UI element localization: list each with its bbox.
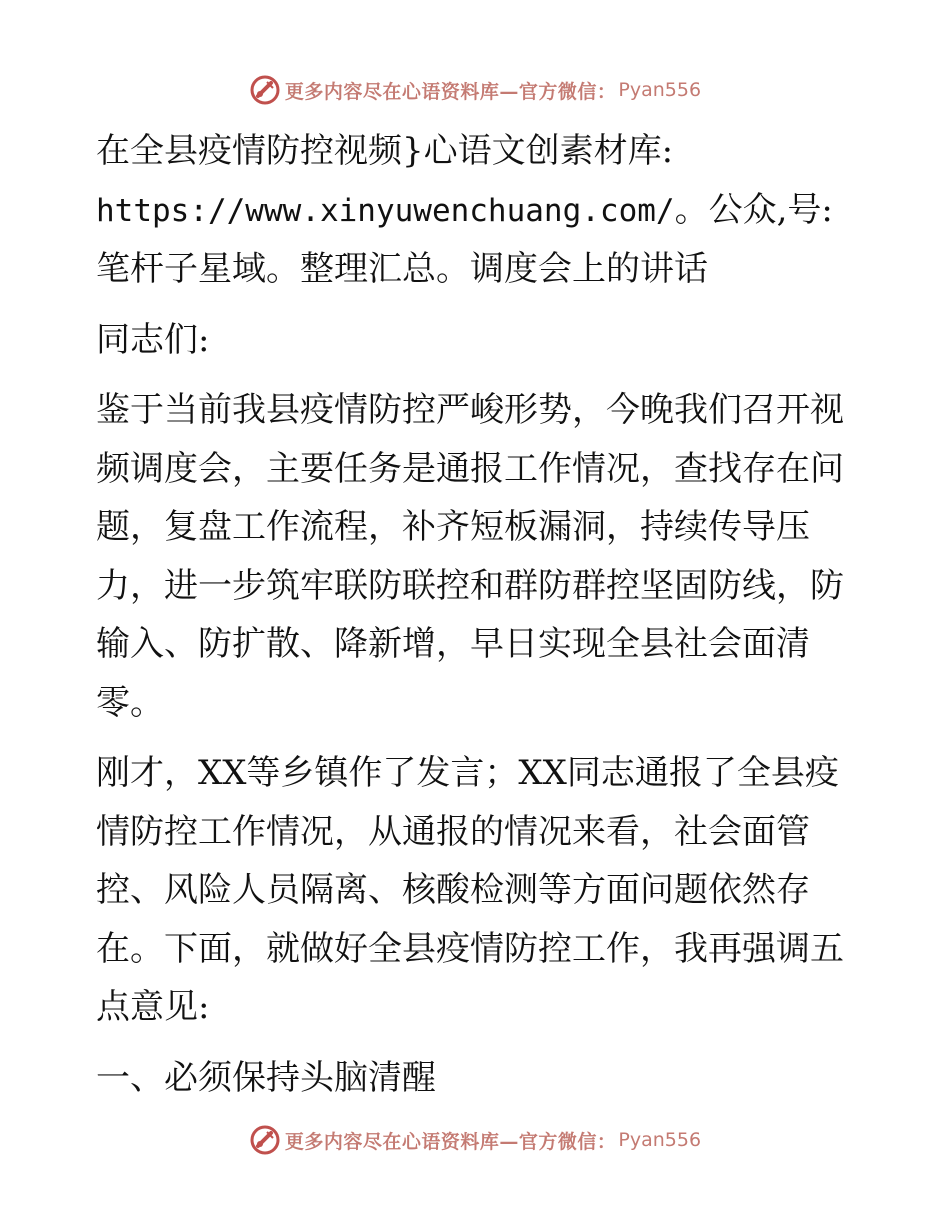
title-prefix: 在全县疫情防控视频}心语文创素材库: bbox=[96, 131, 674, 171]
document-body bbox=[96, 122, 856, 1119]
section-heading-1: 一、必须保持头脑清醒 bbox=[96, 1057, 436, 1098]
salutation: 同志们: bbox=[96, 319, 210, 360]
banner-text: 更多内容尽在心语资料库—官方微信： bbox=[284, 80, 617, 103]
banner-text: 更多内容尽在心语资料库—官方微信： bbox=[284, 1130, 617, 1153]
brush-seal-icon bbox=[249, 1124, 281, 1156]
banner-wechat-id: Pyan556 bbox=[618, 79, 702, 101]
paragraph-1: 鉴于当前我县疫情防控严峻形势，今晚我们召开视频调度会，主要任务是通报工作情况，查找存在问题，复盘工作流程，补齐短板漏洞，持续传导压力，进一步筑牢联防联控和群防群控坚固防线，防输入、防扩散、降新增，早日实现全县社会面清零。 bbox=[96, 390, 844, 723]
footer-banner bbox=[0, 1120, 950, 1160]
document-title bbox=[96, 122, 856, 299]
source-url: https://www.xinyuwenchuang.com/ bbox=[96, 192, 675, 229]
paragraph-2: 刚才，XX等乡镇作了发言；XX同志通报了全县疫情防控工作情况，从通报的情况来看，社会面管控、风险人员隔离、核酸检测等方面问题依然存在。下面，就做好全县疫情防控工作，我再强调五点意见: bbox=[96, 753, 844, 1027]
title-suffix: 。公众,号: 笔杆子星域。整理汇总。调度会上的讲话 bbox=[96, 189, 833, 289]
header-banner bbox=[0, 70, 950, 110]
brush-seal-icon bbox=[249, 74, 281, 106]
banner-wechat-id: Pyan556 bbox=[618, 1129, 702, 1151]
